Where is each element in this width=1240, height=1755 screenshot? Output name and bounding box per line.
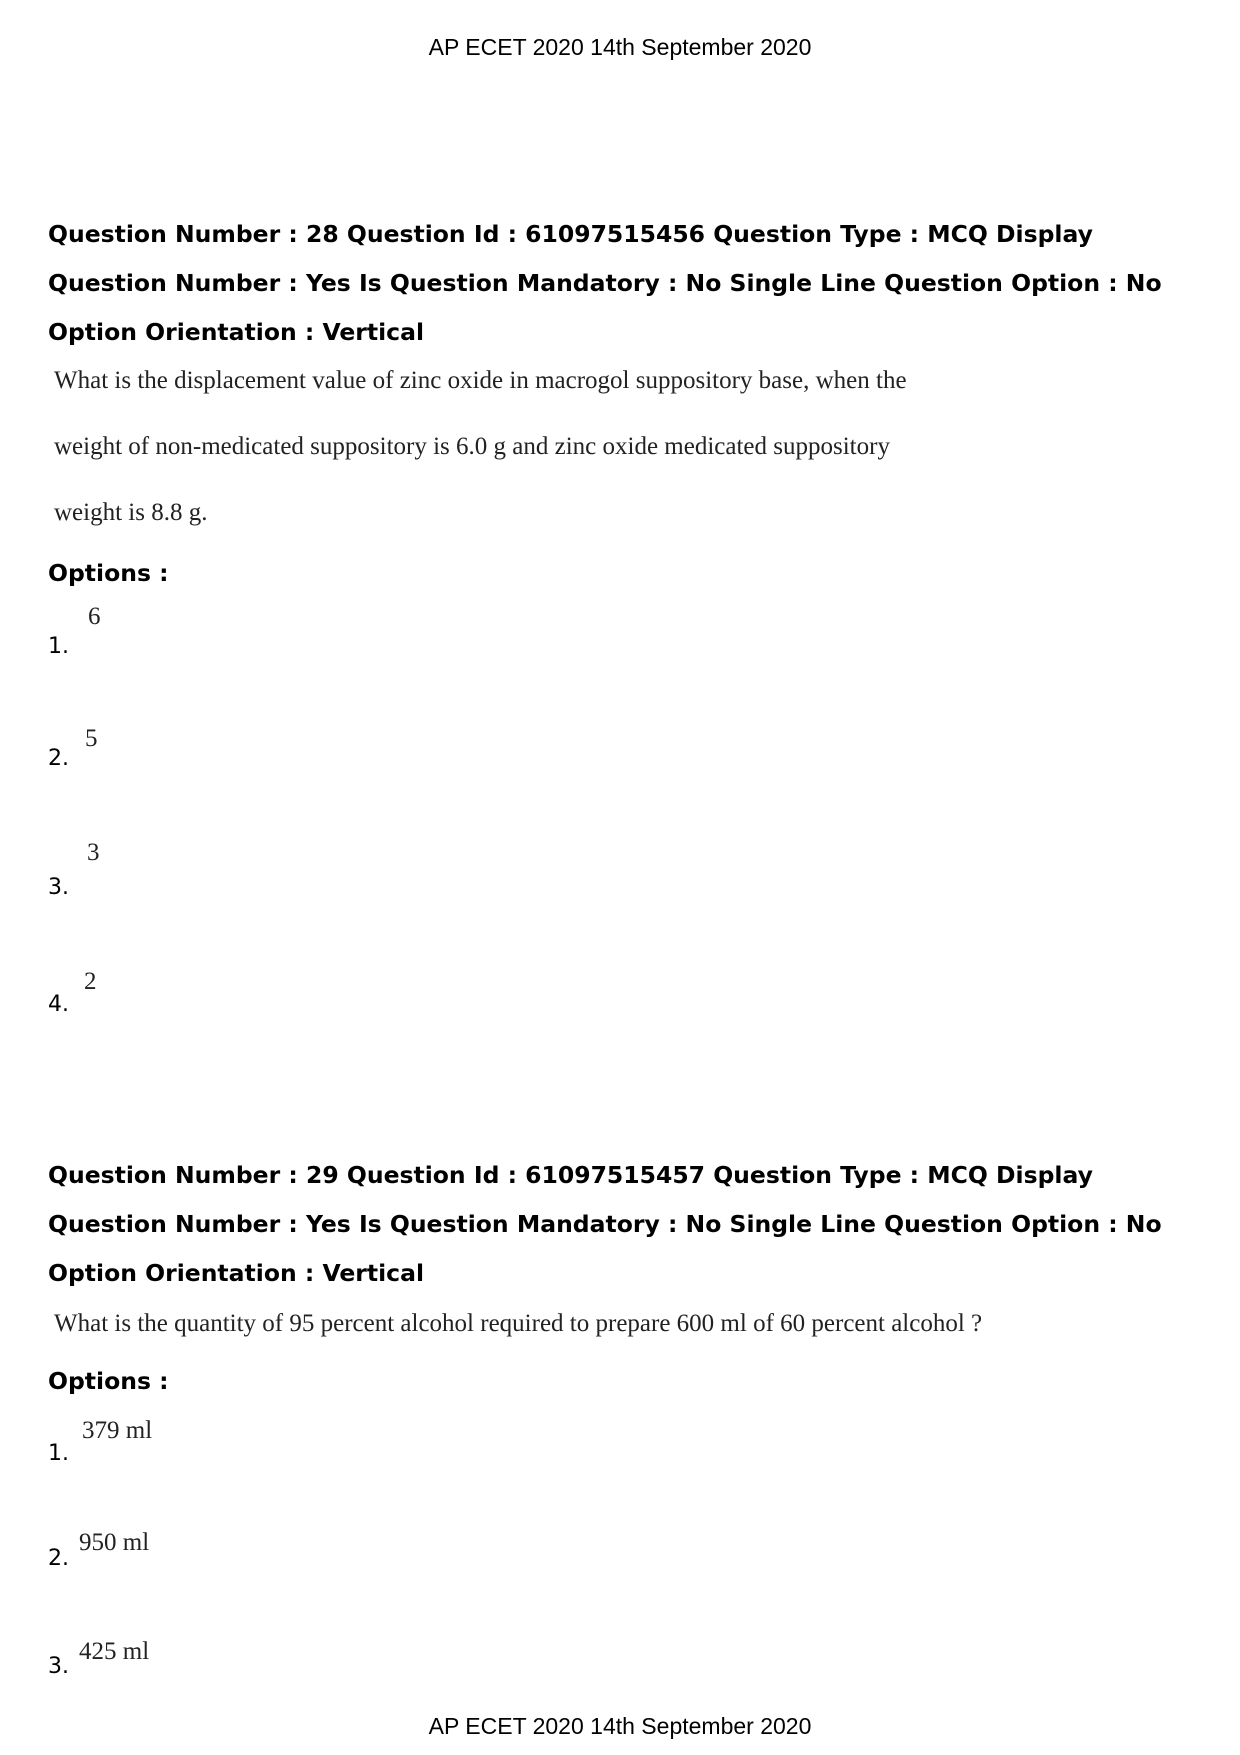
question-stem-line: What is the quantity of 95 percent alcohol required to prepare 600 ml of 60 percent alcohol ?: [54, 1310, 983, 1337]
question-28-stem: [54, 366, 1154, 564]
question-29-stem: [54, 1309, 1154, 1375]
question-28-meta: Question Number : 28 Question Id : 61097515456 Question Type : MCQ Display Question Number : Yes Is Question Mandatory : No Single Line Question Option : No Option Orientation : Vertical: [48, 220, 1162, 346]
question-29-options-label: Options :: [48, 1367, 169, 1395]
page-footer: AP ECET 2020 14th September 2020: [428, 1713, 812, 1739]
question-29-meta: Question Number : 29 Question Id : 61097515457 Question Type : MCQ Display Question Number : Yes Is Question Mandatory : No Single Line Question Option : No Option Orientation : Vertical: [48, 1161, 1162, 1287]
question-29-option-1-number: 1.: [48, 1441, 69, 1466]
question-28-option-1-value[interactable]: 6: [88, 603, 101, 630]
question-28-option-3-value[interactable]: 3: [87, 839, 100, 866]
question-stem-line: What is the displacement value of zinc oxide in macrogol suppository base, when the: [54, 367, 907, 394]
question-28-options-label: Options :: [48, 559, 169, 587]
question-stem-line: weight is 8.8 g.: [54, 499, 208, 526]
question-stem-line: weight of non-medicated suppository is 6.0 g and zinc oxide medicated suppository: [54, 433, 890, 460]
question-28-option-3-number: 3.: [48, 875, 69, 900]
question-28-option-4-value[interactable]: 2: [84, 968, 97, 995]
question-29-option-3-value[interactable]: 425 ml: [79, 1638, 150, 1665]
question-29-option-2-value[interactable]: 950 ml: [79, 1529, 150, 1556]
question-29-option-3-number: 3.: [48, 1654, 69, 1679]
question-28-option-2-value[interactable]: 5: [85, 725, 98, 752]
question-29-option-1-value[interactable]: 379 ml: [82, 1417, 153, 1444]
question-28-option-2-number: 2.: [48, 746, 69, 771]
question-28-option-4-number: 4.: [48, 992, 69, 1017]
question-28-option-1-number: 1.: [48, 634, 69, 659]
page-header: AP ECET 2020 14th September 2020: [428, 34, 812, 60]
question-29-option-2-number: 2.: [48, 1546, 69, 1571]
